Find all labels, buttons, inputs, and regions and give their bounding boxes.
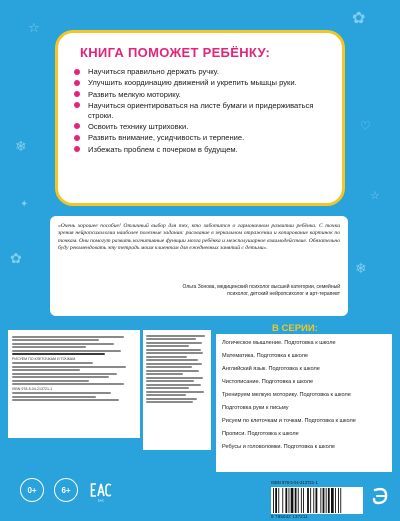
fine-print-line	[12, 373, 117, 375]
fine-print-line	[12, 396, 96, 398]
bullet-icon	[74, 69, 80, 75]
fine-print-line	[146, 338, 196, 340]
series-item: Логическое мышление. Подготовка к школе	[222, 340, 336, 346]
benefit-item	[72, 78, 334, 88]
barcode-bar	[307, 488, 309, 513]
fine-print-line	[146, 391, 204, 393]
barcode-bar	[289, 488, 290, 513]
isbn-digits: 9 785042 137211	[271, 514, 308, 519]
fine-print-line	[12, 343, 114, 345]
age-badge: 0+	[20, 478, 44, 502]
benefits-list	[72, 67, 334, 156]
testimonial-text: «Очень хорошее пособие! Отличный выбор для тех, кто заботится о гармоничном развитии ребёнка. С точки зрения нейропсихологии наиболее полезные задания: рисование в зеркальном отражении и копирование картинок по точкам. Они помогут развить когнитивные функции мозга ребёнка и межполушарное взаимодействие. Обязательно буду рекомендовать эту тетрадь моим клиентам для ежедневных занятий с детьми».	[58, 223, 340, 252]
series-title: В СЕРИИ:	[272, 323, 318, 334]
fine-print-line	[146, 359, 198, 361]
age-badge: 6+	[54, 478, 78, 502]
bullet-icon	[74, 123, 80, 129]
barcode-bar	[291, 488, 294, 513]
bullet-icon	[74, 91, 80, 97]
fine-print-line	[146, 387, 189, 389]
barcode-bar	[298, 488, 299, 513]
benefit-text: Освоить технику штриховки.	[88, 121, 189, 131]
flower-icon: ✿	[352, 8, 366, 27]
fine-print-line	[146, 370, 199, 372]
series-item: Английский язык. Подготовка к школе	[222, 365, 320, 372]
barcode-bar	[303, 488, 304, 513]
series-item: Ребусы и головоломки. Подготовка к школе	[222, 443, 335, 450]
fine-print-line	[146, 335, 205, 337]
series-list	[216, 334, 392, 451]
benefit-text: Избежать проблем с почерком в будущем.	[88, 144, 238, 154]
barcode-bar	[326, 488, 327, 513]
benefits-card	[55, 30, 345, 206]
fine-print-line	[146, 401, 193, 403]
series-item: Подготовка руки к письму	[222, 404, 289, 411]
series-item: Прописи. Подготовка к школе	[222, 430, 299, 437]
barcode-bar	[273, 488, 274, 513]
snowflake-icon: ❄	[15, 139, 27, 155]
benefit-item	[72, 101, 334, 121]
fine-print-line	[12, 376, 109, 378]
barcode-icon	[271, 487, 363, 514]
heart-icon: ♡	[360, 119, 371, 133]
barcode-bar	[316, 488, 318, 513]
fine-print-line	[146, 384, 201, 386]
benefit-item	[72, 122, 334, 132]
barcode-bar	[323, 488, 325, 513]
fine-print-line	[146, 380, 194, 382]
svg-text:EAC: EAC	[97, 498, 105, 502]
snowflake-icon: ❄	[355, 261, 367, 277]
fine-print-line	[146, 373, 183, 375]
barcode-bar	[301, 488, 302, 513]
eac-mark-icon	[90, 478, 112, 502]
benefit-text: Улучшить координацию движений и укрепить мышцы руки.	[88, 78, 297, 88]
fine-print-line	[146, 352, 203, 354]
fine-print-line	[146, 345, 189, 347]
flower-icon: ✿	[10, 251, 22, 267]
barcode-bar	[328, 488, 330, 513]
barcode-area	[216, 476, 392, 521]
fine-print-line	[12, 380, 89, 382]
barcode-bar	[331, 488, 334, 513]
fine-print-line	[146, 377, 203, 379]
barcode-bar	[313, 488, 314, 513]
fine-print-line	[12, 353, 105, 355]
barcode-bar	[295, 488, 297, 513]
benefit-text: Развить внимание, усидчивость и терпение.	[88, 133, 245, 143]
barcode-bar	[320, 488, 321, 513]
barcode-bar	[275, 488, 277, 513]
barcode-bar	[335, 488, 336, 513]
fine-print-line	[12, 336, 124, 338]
series-item: Рисуем по клеточкам и точкам. Подготовка к школе	[222, 417, 356, 424]
imprint-isbn: ISBN 978-5-04-213721-1	[12, 386, 53, 391]
barcode-bar	[340, 488, 341, 513]
benefit-text: Научиться правильно держать ручку.	[88, 67, 219, 76]
fine-print-line	[146, 366, 192, 368]
bullet-icon	[74, 102, 80, 108]
series-item: Тренируем мелкую моторику. Подготовка к школе	[222, 391, 351, 398]
fine-print-line	[146, 349, 201, 351]
barcode-bar	[282, 488, 283, 513]
fine-print-line	[146, 398, 197, 400]
imprint-heading: РИСУЕМ ПО КЛЕТОЧКАМ И ТОЧКАМ	[12, 356, 76, 361]
bullet-icon	[74, 146, 80, 152]
star-icon: ✦	[20, 199, 29, 210]
eksmo-logo-icon	[372, 486, 388, 506]
star-icon: ☆	[28, 21, 40, 36]
fine-print-line	[12, 362, 93, 364]
fine-print-line	[146, 342, 202, 344]
bullet-icon	[74, 80, 80, 86]
series-box	[216, 334, 392, 472]
testimonial-author: Ольга Зонова, медицинский психолог высшей категории, семейный психолог, детский нейропсихолог и арт-терапевт	[182, 284, 340, 297]
fine-print-line	[12, 392, 111, 394]
benefit-item	[72, 133, 334, 143]
benefit-text: Развить мелкую моторику.	[88, 89, 181, 99]
benefit-text: Научиться ориентироваться на листе бумаги и придерживаться строки.	[88, 100, 314, 120]
barcode-bar	[278, 488, 279, 513]
fine-print-line	[12, 346, 86, 348]
benefit-item	[72, 145, 334, 155]
barcode-bar	[338, 488, 339, 513]
isbn-label: ISBN 978-5-04-213721-1	[271, 480, 318, 485]
benefits-title: КНИГА ПОМОЖЕТ РЕБЁНКУ:	[80, 45, 271, 60]
fine-print-line	[12, 366, 126, 368]
barcode-bar	[285, 488, 287, 513]
benefit-item	[72, 90, 334, 100]
fine-print-line	[12, 350, 121, 352]
fine-print-line	[12, 339, 99, 341]
fine-print-line	[146, 394, 186, 396]
bullet-icon	[74, 135, 80, 141]
fine-print-line	[146, 363, 202, 365]
fine-print-line	[12, 369, 80, 371]
benefit-item	[72, 67, 334, 77]
fine-print-line	[146, 356, 187, 358]
barcode-bar	[310, 488, 311, 513]
series-item: Математика. Подготовка к школе	[222, 352, 308, 359]
fine-print-line	[12, 399, 119, 401]
series-item: Чистописание. Подготовка к школе	[222, 378, 314, 385]
fine-print-line	[12, 383, 124, 385]
publisher-info-block	[143, 330, 211, 450]
imprint-block	[8, 330, 140, 438]
testimonial-box	[50, 216, 348, 316]
star-icon: ☆	[370, 189, 380, 202]
